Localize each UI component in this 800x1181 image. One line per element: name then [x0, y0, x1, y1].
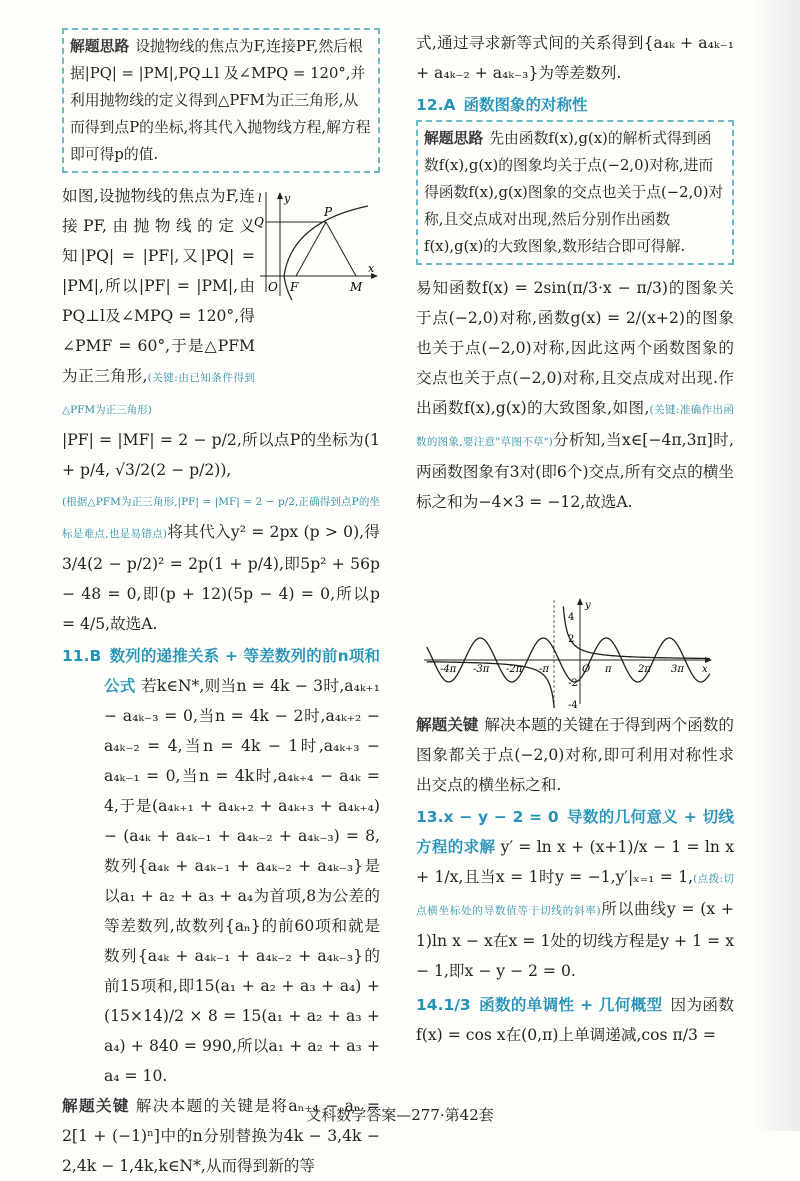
right-column: [416, 28, 734, 517]
q10-note1: (关键:由已知条件得到△PFM为正三角形): [62, 372, 255, 416]
label-x: x: [368, 262, 375, 275]
tick-labels-group: [440, 600, 708, 708]
q12-topic: 函数图象的对称性: [463, 96, 588, 114]
q11-continuation: 式,通过寻求新等式间的关系得到{a₄ₖ + a₄ₖ₋₁ + a₄ₖ₋₂ + a₄ₖ₋₃}为等差数列.: [416, 34, 734, 82]
q14-block: [416, 990, 734, 1050]
q10-para1: 如图,设抛物线的焦点为F,连接PF,由抛物线的定义知|PQ| = |PF|,又|PQ| = |PM|,所以|PF| = |PM|,由PQ⊥l及∠MPQ = 120°,得∠PMF = 60°,于是△PFM为正三角形,(关键:由已知条件得到△PFM为正三角形): [62, 187, 255, 416]
y-tick-label: 4: [568, 612, 575, 623]
x-tick-label: π: [604, 664, 612, 675]
q10-para3: 将其代入y² = 2px (p > 0),得3/4(2 − p/2)² = 2p(1 + p/4),即5p² + 56p − 48 = 0,即(p + 12)(5p − 4) = 0,所以p = 4/5,故选A.: [62, 523, 381, 633]
q10-para2: |PF| = |MF| = 2 − p/2,所以点P的坐标为(1 + p/4, √3/2(2 − p/2)),: [62, 431, 380, 479]
q12-note1: (关键:准确作出函数的图象,要注意"草图不草"): [416, 404, 734, 448]
q13-block: [416, 802, 734, 986]
y-axis-arrow: [277, 192, 283, 199]
solution-idea-text: 设抛物线的焦点为F,连接PF,然后根据|PQ| = |PM|,PQ⊥l 及∠MPQ = 120°,并利用抛物线的定义得到△PFM为正三角形,从而得到点P的坐标,将其代入抛物线方程,解方程即可得p的值.: [70, 38, 371, 163]
solution-idea-box-q10: [62, 28, 380, 173]
q11-answer: 11.B: [62, 647, 102, 665]
sine-label-x: x: [702, 664, 708, 675]
q12-key-text: 解决本题的关键在于得到两个函数的图象都关于点(−2,0)对称,即可利用对称性求出交点的横坐标之和.: [416, 716, 734, 794]
q11-key-label: 解题关键: [62, 1097, 130, 1115]
right-column-lower: [416, 710, 734, 1050]
label-y: y: [284, 192, 291, 205]
label-F: F: [290, 280, 299, 294]
solution-idea-label: 解题思路: [70, 38, 130, 55]
label-O: O: [268, 280, 278, 294]
y-tick-label: -4: [568, 700, 578, 708]
y-tick-label: 2: [568, 634, 575, 645]
sine-y-arrow: [577, 598, 583, 605]
page-edge-shadow: [752, 0, 800, 1131]
parabola-figure: [240, 192, 380, 300]
q12-para2: 分析知,当x∈[−4π,3π]时,两函数图象有3对(即6个)交点,所有交点的横坐标之和为−4×3 = −12,故选A.: [416, 431, 735, 511]
label-P: P: [324, 205, 333, 219]
q14-answer: 14.1/3: [416, 996, 471, 1014]
curve-g-right: [563, 606, 710, 658]
q14-text: 因为函数f(x) = cos x在(0,π)上单调递减,cos π/3 =: [416, 996, 734, 1044]
q11-key-text: 解决本题的关键是将aₙ₊₄ − aₙ = 2[1 + (−1)ⁿ]中的n分别替换为4k − 3,4k − 2,4k − 1,4k,k∈N*,从而得到新的等: [62, 1097, 380, 1175]
q13-text1: y′ = ln x + (x+1)/x − 1 = ln x + 1/x,且当x = 1时y = −1,y′|ₓ₌₁ = 1,: [416, 838, 734, 886]
y-tick-label: -2: [568, 678, 578, 689]
page-footer: 文科数学答案—277·第42套: [306, 1106, 494, 1124]
label-l: l: [258, 192, 262, 205]
label-Q: Q: [254, 215, 264, 229]
q14-topic: 函数的单调性 + 几何概型: [478, 996, 663, 1014]
q13-topic: 导数的几何意义 + 切线方程的求解: [416, 808, 735, 856]
x-tick-label: O: [582, 664, 591, 675]
q13-text2: 所以曲线y = (x + 1)ln x − x在x = 1处的切线方程是y + 1 = x − 1,即x − y − 2 = 0.: [416, 900, 734, 980]
label-M: M: [350, 280, 363, 294]
sine-graph-figure: [420, 596, 716, 708]
q12-para1: 易知函数f(x) = 2sin(π/3·x − π/3)的图象关于点(−2,0)对称,函数g(x) = 2/(x+2)的图象也关于点(−2,0)对称,因此这两个函数图象的交点也关于点(−2,0)对称,且交点成对出现.作出函数f(x),g(x)的大致图象,如图,: [416, 279, 734, 417]
x-tick-label: -3π: [473, 664, 490, 675]
x-tick-label: 3π: [670, 664, 684, 675]
q13-note: (点拨:切点横坐标处的导数值等于切线的斜率): [416, 873, 734, 917]
q12-idea-text: 先由函数f(x),g(x)的解析式得到函数f(x),g(x)的图象均关于点(−2,0)对称,进而得函数f(x),g(x)图象的交点也关于点(−2,0)对称,且交点成对出现,然后分别作出函数f(x),g(x)的大致图象,数形结合即可得解.: [424, 130, 724, 255]
q12-key-label: 解题关键: [416, 716, 479, 734]
segment-PM: [326, 222, 356, 276]
x-tick-label: -4π: [440, 664, 457, 675]
q12-answer: 12.A: [416, 96, 456, 114]
q11-block: [62, 641, 380, 1091]
q12-idea-label: 解题思路: [424, 130, 484, 147]
q12-para1-wrap: [416, 273, 734, 517]
q13-answer: 13.x − y − 2 = 0: [416, 808, 559, 826]
q10-note2-wrap: [62, 485, 380, 639]
solution-idea-box-q12: [416, 120, 734, 265]
x-tick-label: 2π: [637, 664, 651, 675]
q11-topic: 数列的递推关系 + 等差数列的前n项和公式: [104, 647, 380, 695]
q10-note2: (根据△PFM为正三角形,|PF| = |MF| = 2 − p/2,正确得到点P的坐标是难点,也是易错点): [62, 496, 380, 540]
q12-key: [416, 710, 734, 800]
x-tick-label: -π: [539, 664, 549, 675]
sine-label-y: y: [585, 600, 591, 611]
x-tick-label: -2π: [506, 664, 523, 675]
q12-heading: [416, 90, 734, 120]
q11-text: 若k∈N*,则当n = 4k − 3时,a₄ₖ₊₁ − a₄ₖ₋₃ = 0,当n = 4k − 2时,a₄ₖ₊₂ − a₄ₖ₋₂ = 4,当n = 4k − 1时,a₄ₖ₊₃ − a₄ₖ₋₁ = 0,当n = 4k时,a₄ₖ₊₄ − a₄ₖ = 4,于是(a₄ₖ₊₁ + a₄ₖ₊₂ + a₄ₖ₊₃ + a₄ₖ₊₄) − (a₄ₖ + a₄ₖ₋₁ + a₄ₖ₋₂ + a₄ₖ₋₃) = 8,数列{a₄ₖ + a₄ₖ₋₁ + a₄ₖ₋₂ + a₄ₖ₋₃}是以a₁ + a₂ + a₃ + a₄为首项,8为公差的等差数列,故数列{aₙ}的前60项和就是数列{a₄ₖ + a₄ₖ₋₁ + a₄ₖ₋₂ + a₄ₖ₋₃}的前15项和,即15(a₁ + a₂ + a₃ + a₄) + (15×14)/2 × 8 = 15(a₁ + a₂ + a₃ + a₄) + 840 = 990,所以a₁ + a₂ + a₃ + a₄ = 10.: [104, 677, 380, 1085]
